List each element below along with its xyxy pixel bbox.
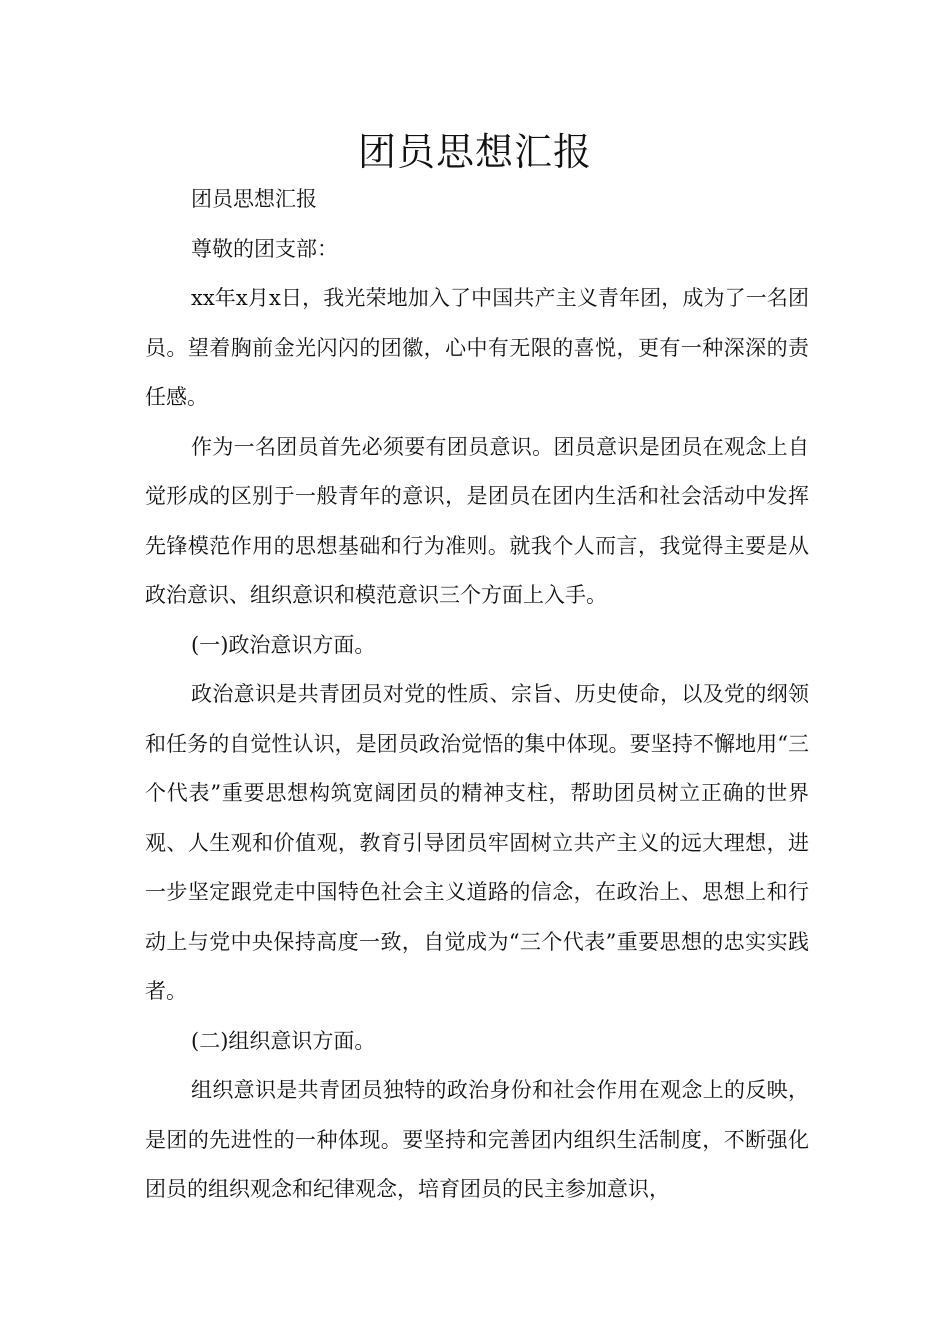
paragraph-political: 政治意识是共青团员对党的性质、宗旨、历史使命，以及党的纲领和任务的自觉性认识，是团员政治觉悟的集中体现。要坚持不懈地用“三个代表”重要思想构筑宽阔团员的精神支柱，帮助团员树立正确的世界观、人生观和价值观，教育引导团员牢固树立共产主义的远大理想，进一步坚定跟党走中国特色社会主义道路的信念，在政治上、思想上和行动上与党中央保持高度一致，自觉成为“三个代表”重要思想的忠实实践者。 — [145, 682, 809, 1003]
paragraph-salutation: 尊敬的团支部： — [191, 236, 338, 261]
document-body — [145, 175, 809, 1215]
paragraph-organizational: 组织意识是共青团员独特的政治身份和社会作用在观念上的反映，是团的先进性的一种体现。要坚持和完善团内组织生活制度，不断强化团员的组织观念和纪律观念，培育团员的民主参加意识， — [145, 1078, 809, 1201]
paragraph-awareness: 作为一名团员首先必须要有团员意识。团员意识是团员在观念上自觉形成的区别于一般青年的意识，是团员在团内生活和社会活动中发挥先锋模范作用的思想基础和行为准则。就我个人而言，我觉得主要是从政治意识、组织意识和模范意识三个方面上入手。 — [145, 434, 809, 607]
section-heading-organizational: (二)组织意识方面。 — [191, 1028, 376, 1053]
document-title: 团员思想汇报 — [357, 130, 592, 174]
section-heading-political: (一)政治意识方面。 — [191, 632, 376, 657]
paragraph-intro: xx年x月x日，我光荣地加入了中国共产主义青年团，成为了一名团员。望着胸前金光闪闪的团徽，心中有无限的喜悦，更有一种深深的责任感。 — [145, 286, 809, 409]
paragraph-heading: 团员思想汇报 — [191, 187, 317, 211]
